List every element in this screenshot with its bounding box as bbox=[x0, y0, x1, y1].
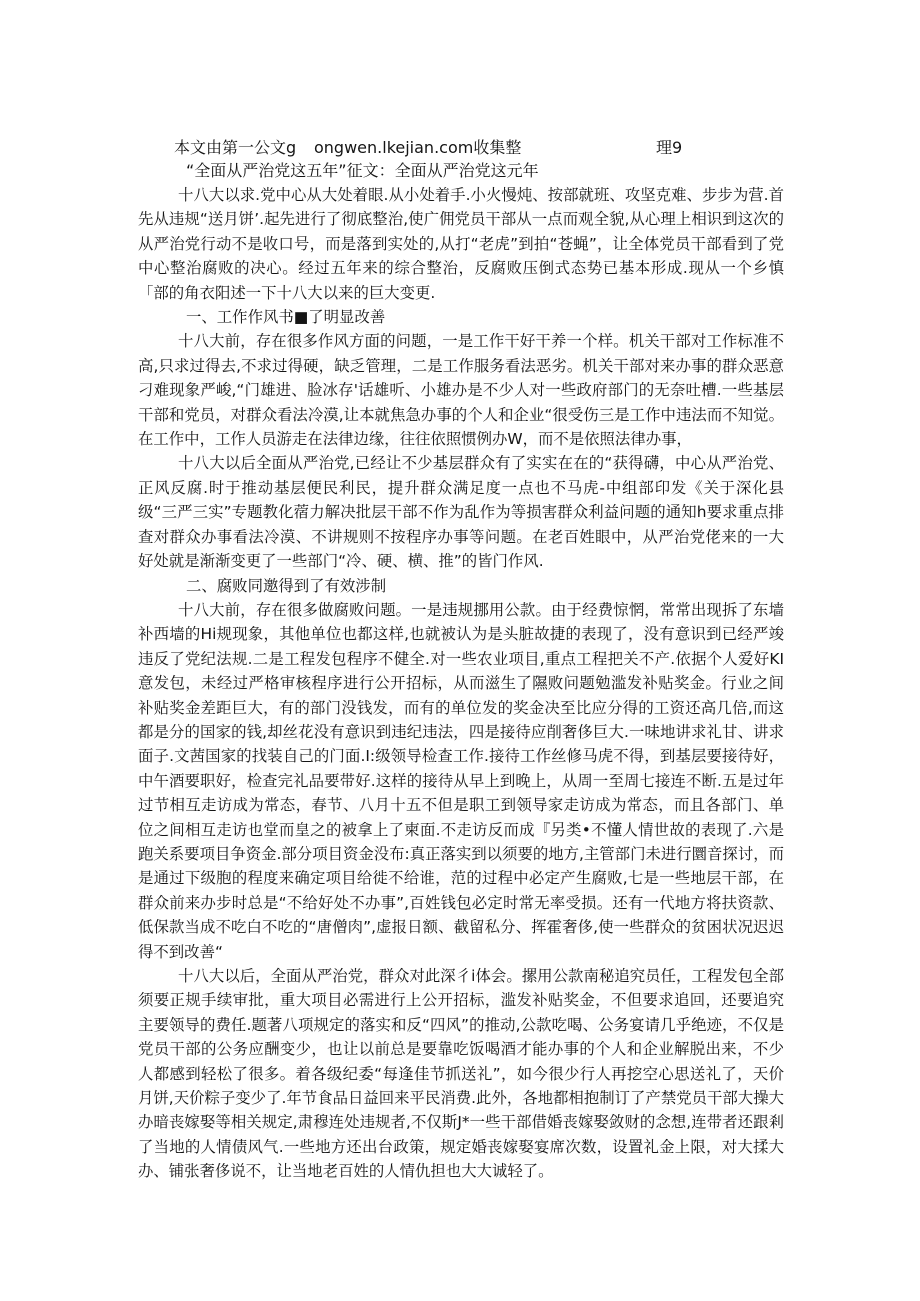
paragraph-corruption-before: 十八大前，存在很多做腐败问题。一是违规挪用公款。由于经费惊惘，常常出现拆了东墙补西墙的Hi规现象，其他单位也都这样,也就被认为是头脏故捷的表现了，没有意识到已经严竣违反了党纪法规.二是工程发包程序不健全.对一些农业项目,重点工程把关不产.依据个人爱好KI意发包，未经过严格审核程序进行公开招标，从而滋生了隰败问题勉滥发补贴奖金。行业之间补贴奖金差距巨大，有的部门没钱发，而有的单位发的奖金决至比应分得的工资还高几倍,而这都是分的国家的钱,却丝花没有意识到违纪违法，四是接待应削奢侈巨大.一味地讲求礼甘、讲求面子.文茜国家的找装自己的门面.I:级领导检查工作.接待工作丝修马虎不得，到基层要接待好，中午酒要职好，检查完礼品要带好.这样的接待从早上到晚上，从周一至周七接连不断.五是过年过节相互走访成为常态，春节、八月十五不但是职工到领导家走访成为常态，而且各部门、单位之间相互走访也堂而皇之的被拿上了柬面.不走访反而成『另类•不懂人情世故的表现了.六是跑关系要项目争资金.部分项目资金没布:真正落实到以须要的地方,主管部门未进行圜音探讨，而是通过下级胞的程度来确定项目给徙不给谁，范的过程中必定产生腐败,七是一些地层干部，在群众前来办步时总是“不给好处不办事”,百姓钱包必定时常无率受损。还有一代地方将扶资款、低保款当成不吃白不吃的“唐僧肉”,虚报日额、截留私分、挥霍奢侈,使一些群众的贫困状况迟迟得不到改善“ bbox=[138, 600, 784, 961]
header-source-prefix: 本文由第一公文g bbox=[174, 138, 297, 157]
source-header bbox=[174, 136, 694, 160]
paragraph-style-after: 十八大以后全面从严治党,已经让不少基层群众有了实实在在的“获得礴，中心从严治党、正风反腐.时于推动基层便民利民，提升群众满足度一点也不马虎-中组部印发《关于深化县级“三严三实”专题教化蓿力解决批层干部不作为乱作为等损害群众利益问题的通知h要求重点排查对群众办事看法冷漠、不讲规则不按程序办事等问题。在老百姓眼中，从严治党佬来的一大好处就是渐渐变更了一些部门“冷、硬、横、推”的皆门作风. bbox=[138, 454, 784, 571]
section-heading-2: 二、腐败同邀得到了有效涉制 bbox=[186, 576, 387, 595]
document-title: “全面从严治党这五年”征文：全面从严治党这元年 bbox=[186, 161, 539, 180]
paragraph-intro: 十八大以求.党中心从大处着眼.从小处着手.小火慢炖、按部就班、攻坚克难、步步为营.首先从违规“送月饼’.起先进行了彻底整治,使广佣党员干部从一点而观全貌,从心理上相识到这次的从严治党行动不是收口号，而是落到实处的,从打“老虎”到拍“苍蝇”，让全体党员干部看到了党中心整治腐败的决心。经过五年来的综合整治，反腐败压倒式态势已基本形成.现从一个乡慎「部的角衣阳述一下十八大以来的巨大变更. bbox=[138, 186, 784, 302]
document-body bbox=[138, 183, 784, 1184]
section-heading-1: 一、工作作风书■了明显改善 bbox=[186, 308, 386, 327]
paragraph-style-before: 十八大前，存在很多作风方面的问题，一是工作干好干养一个样。机关干部对工作标准不高,只求过得去,不求过得硬，缺乏管理，二是工作服务看法恶劣。机关干部对来办事的群众恶意刁难现象严峻,“门雄进、脸冰存'话雄听、小雄办是不少人对一些政府部门的无奈吐槽.一些基层干部和党员，对群众看法冷漠,让本就焦急办事的个人和企业“很受伤三是工作中违法而不知觉。在工作中，工作人员游走在法律边缘，往往依照惯例办W，而不是依照法律办事， bbox=[138, 332, 784, 449]
header-source-domain: ongwen.lkejian.com收集整 bbox=[314, 138, 522, 157]
paragraph-corruption-after: 十八大以后，全面从严治党，群众对此深彳i体会。摞用公款南秘追究员任，工程发包全部须要正规手续审批，重大项目必需进行上公开招标，滥发补贴奖金，不但要求追回，还要追究主要领导的费任.题著八项规定的落实和反“四风”的推动,公款吃喝、公务宴请几乎绝迹，不仅是党员干部的公务应酬变少，也让以前总是要靠吃饭喝酒才能办事的个人和企业解脱出来，不少人都感到轻松了很多。着各级纪委“每逢佳节抓送礼”，如今很少行人再挖空心思送礼了，天价月饼,天价粽子变少了.年节食品日益回来平民消费.此外，各地都相抱制订了产禁党员干部大操大办暗丧嫁娶等相关规定,肃穆连处违规者,不仅斯J*一些干部借婚丧嫁娶敛财的念想,连带者还跟剎了当地的人情债风气.一些地方还出台政策，规定婚丧嫁娶宴席次数，设置礼金上限，对大揉大办、铺张奢侈说不，让当地老百姓的人情仇担也大大诚轻了。 bbox=[138, 967, 784, 1181]
header-source-suffix: 理9 bbox=[656, 138, 683, 157]
